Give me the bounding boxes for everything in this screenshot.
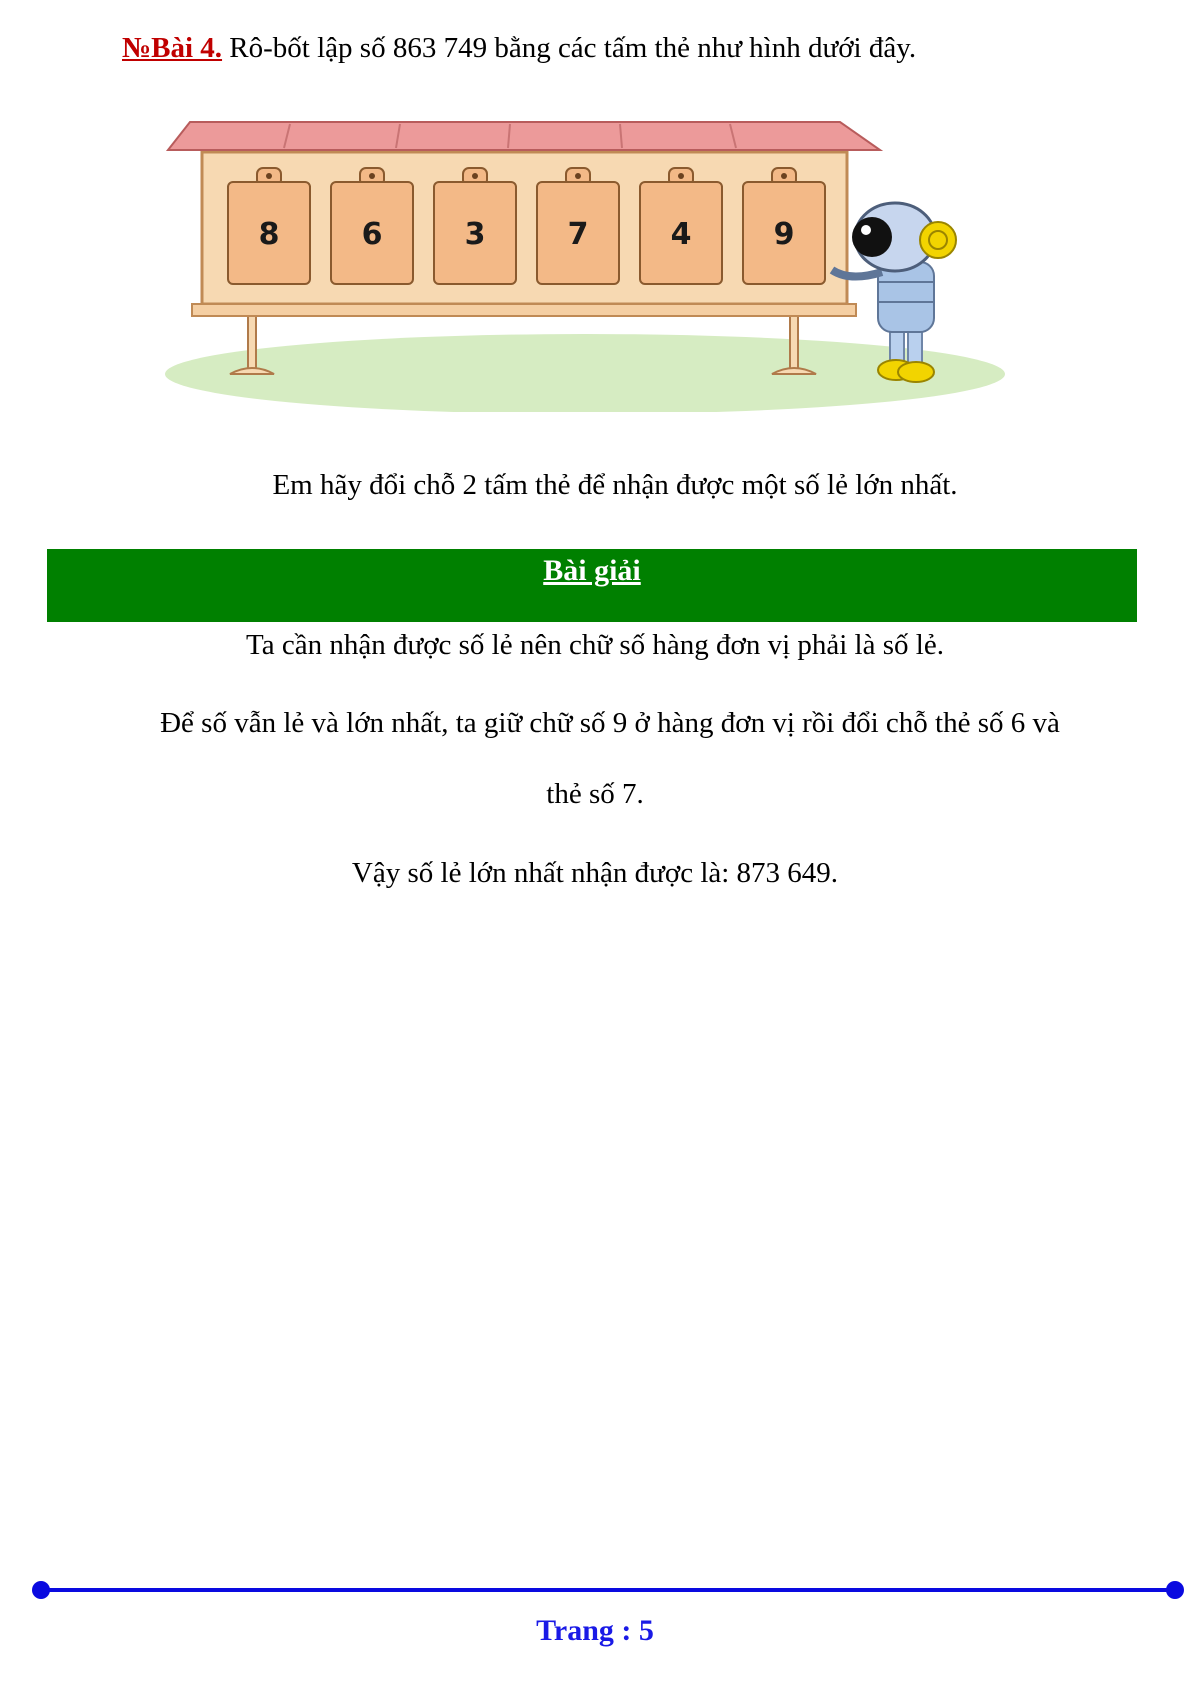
solution-line-4: Vậy số lẻ lớn nhất nhận được là: 873 649. bbox=[351, 857, 839, 889]
solution-line-3: thẻ số 7. bbox=[546, 778, 644, 810]
number-card-digit: 9 bbox=[773, 217, 795, 252]
page-number: Trang : 5 bbox=[536, 1614, 654, 1647]
question-text: Em hãy đổi chỗ 2 tấm thẻ để nhận được một số lẻ lớn nhất. bbox=[272, 469, 958, 501]
problem-label: №Bài 4. bbox=[122, 32, 223, 64]
solution-header-bar bbox=[47, 549, 1137, 622]
cabinet-roof bbox=[168, 122, 880, 150]
solution-line-2: Để số vẫn lẻ và lớn nhất, ta giữ chữ số 9 ở hàng đơn vị rồi đổi chỗ thẻ số 6 và bbox=[160, 707, 1060, 739]
footer-divider bbox=[30, 1578, 1186, 1602]
solution-line-1: Ta cần nhận được số lẻ nên chữ số hàng đơn vị phải là số lẻ. bbox=[246, 629, 944, 661]
number-card-digit: 8 bbox=[258, 217, 280, 252]
number-card-digit: 3 bbox=[464, 217, 486, 252]
number-card-digit: 6 bbox=[361, 217, 383, 252]
number-card-3 bbox=[434, 168, 516, 284]
number-card-1 bbox=[228, 168, 310, 284]
problem-text: Rô-bốt lập số 863 749 bằng các tấm thẻ như hình dưới đây. bbox=[222, 32, 917, 64]
number-card-digit: 7 bbox=[567, 217, 589, 252]
number-card-2 bbox=[331, 168, 413, 284]
number-card-5 bbox=[640, 168, 722, 284]
footer-divider-right-dot bbox=[1166, 1581, 1184, 1599]
cabinet-base bbox=[192, 304, 856, 316]
number-card-6 bbox=[743, 168, 825, 284]
number-card-4 bbox=[537, 168, 619, 284]
robot-cards-illustration bbox=[160, 112, 1010, 412]
solution-title: Bài giải bbox=[543, 554, 641, 587]
number-card-digit: 4 bbox=[670, 217, 692, 252]
problem-statement bbox=[122, 28, 916, 68]
footer-divider-left-dot bbox=[32, 1581, 50, 1599]
